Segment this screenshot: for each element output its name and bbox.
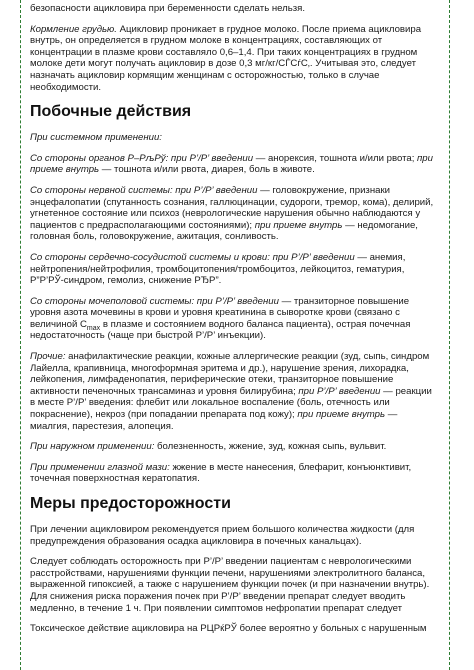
precautions-paragraph-1: При лечении ацикловиром рекомендуется прием большого количества жидкости (для предупреждения образования осадка ацикловира в почечных канальцах). bbox=[30, 524, 415, 547]
precautions-heading: Меры предосторожности bbox=[30, 495, 231, 512]
side-effects-heading: Побочные действия bbox=[30, 103, 192, 121]
pregnancy-tail: безопасности ацикловира при беременности сделать нельзя. bbox=[30, 3, 306, 14]
urinary-paragraph: Со стороны мочеполовой системы: при Р’/Р’ введении — транзиторное повышение уровня азота мочевины в крови и уровня креатинина в сыворотке крови (связано с величиной $C_{max}$ в плазме и состоянием водного баланса пациента), острая почечная недостаточность (чаще при быстрой Р’/Р’ инъекции). bbox=[30, 295, 411, 342]
external-paragraph: При наружном применении: болезненность, жжение, зуд, кожная сыпь, вульвит. bbox=[30, 441, 387, 453]
breastfeeding-label: Кормление грудью. bbox=[30, 23, 117, 35]
document-content bbox=[30, 0, 438, 635]
breastfeeding-paragraph: Кормление грудью. Ацикловир проникает в грудное молоко. После приема ацикловира внутрь, он определяется в грудном молоке в концентрациях, составляющих от концентрации в плазме крови составляло 0,6–1,4. При таких концентрациях в грудном молоке дети могут получать ацикловир в дозе 0,3 мг/кг/СЃСѓС‚. Учитывая это, следует назначать ацикловир кормящим женщинам с осторожностью, только в случае необходимости. bbox=[30, 23, 422, 93]
precautions-paragraph-2: Следует соблюдать осторожность при Р’/Р’ введении пациентам с неврологическими расстройствами, нарушениями функции печени, нарушениями электролитного баланса, выраженной гипоксией, а также с нарушением функции почек (и при назначении внутрь). Для снижения риска поражения почек при Р’/Р’ введении препарат следует вводить медленно, в течение 1 ч. При появлении симптомов нефропатии препарат следует bbox=[30, 556, 430, 614]
cv-paragraph: Со стороны сердечно-сосудистой системы и крови: при Р’/Р’ введении — анемия, нейтропения/нейтрофилия, тромбоцитопения/тромбоцитоз, лейкоцитоз, гематурия, Р”Р’РЎ-синдром, гемолиз, снижение РЂР”. bbox=[30, 251, 406, 287]
left-margin-rule bbox=[20, 0, 21, 670]
other-paragraph: Прочие: анафилактические реакции, кожные аллергические реакции (зуд, сыпь, синдром Лайелла, крапивница, многоформная эритема и др.), нарушение зрения, лихорадка, лейкопения, лимфаденопатия, периферические отеки, транзиторное повышение активности печеночных трансаминаз и уровня билирубина; при Р’/Р’ введении — реакции в месте Р’/Р’ введения: флебит или локальное воспаление (боль, отечность или покраснение), некроз (при попадании препарата под кожу); при приеме внутрь — миалгия, парестезия, алопеция. bbox=[30, 351, 432, 432]
precautions-paragraph-3: Токсическое действие ацикловира на РЦРќРЎ более вероятно у больных с нарушенным bbox=[30, 623, 427, 635]
gi-paragraph: Со стороны органов Р–РљРў: при Р’/Р’ введении — анорексия, тошнота и/или рвота; при приеме внутрь — тошнота и/или рвота, диарея, боль в животе. bbox=[30, 152, 433, 176]
ns-paragraph: Со стороны нервной системы: при Р’/Р’ введении — головокружение, признаки энцефалопатии (спутанность сознания, галлюцинации, судороги, тремор, кома), делирий, угнетенное состояние или психоз (неврологические нарушения обычно наблюдаются у пациентов с предрасполагающими состояниями); при приеме внутрь — недомогание, головная боль, головокружение, ажитация, сонливость. bbox=[30, 184, 434, 243]
systemic-label: При системном применении: bbox=[30, 132, 162, 144]
right-margin-rule bbox=[449, 0, 450, 670]
eye-ointment-paragraph: При применении глазной мази: жжение в месте нанесения, блефарит, конъюнктивит, точечная поверхностная кератопатия. bbox=[30, 461, 412, 485]
